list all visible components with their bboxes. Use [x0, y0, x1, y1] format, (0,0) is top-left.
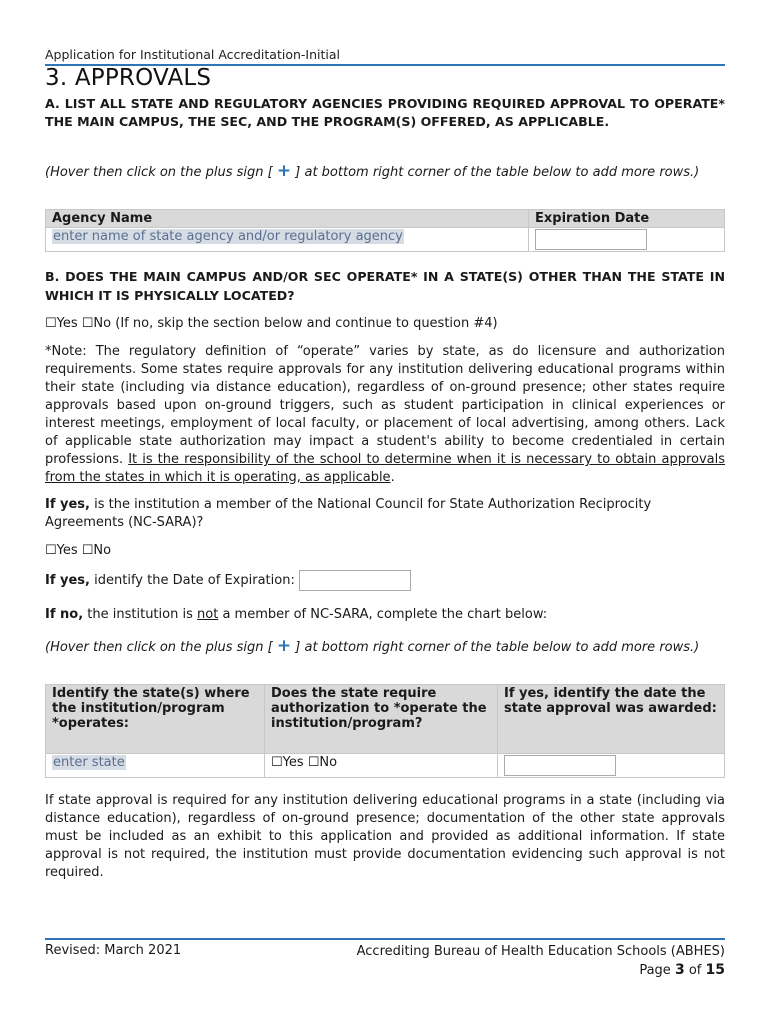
auth-yes-checkbox[interactable]: ☐Yes [271, 755, 304, 770]
approval-date-cell[interactable] [498, 754, 725, 778]
plus-icon: + [276, 636, 292, 656]
operate-note: *Note: The regulatory definition of “operate” varies by state, as do licensure and authorization requirements. Some states require approvals for any institution delivering educational programs within their state (including via distance education), regardless of on-ground presence; other states require approvals based upon on-ground triggers, such as student participation in clinical experiences or interest meetings, employment of local faculty, or placement of local advertising, among others. Lack of applicable state authorization may impact a student's ability to become credentialed in certain professions. It is the responsibility of the school to determine when it is necessary to obtain approvals from the states in which it is operating, as applicable. [45, 344, 726, 485]
section-b-heading: B. DOES THE MAIN CAMPUS AND/OR SEC OPERATE* IN A STATE(S) OTHER THAN THE STATE IN WHICH IT IS PHYSICALLY LOCATED? [45, 269, 725, 303]
operate-no-checkbox[interactable]: ☐No [81, 316, 112, 331]
expiration-date-cell[interactable] [529, 228, 725, 252]
approval-date-col-header: If yes, identify the date the state approval was awarded: [498, 685, 725, 754]
footer-org: Accrediting Bureau of Health Education Schools (ABHES) [356, 944, 725, 959]
footer-rule [45, 938, 725, 940]
operate-choice-line: ☐Yes ☐No (If no, skip the section below and continue to question #4) [45, 316, 498, 331]
page-number: Page 3 of 15 [639, 962, 725, 978]
agency-table [45, 209, 725, 252]
nc-sara-question: If yes, is the institution a member of the National Council for State Authorization Reciprocity Agreements (NC-SARA)? [45, 497, 652, 530]
section-title: 3. APPROVALS [45, 65, 212, 91]
add-rows-hint: (Hover then click on the plus sign [ + ] at bottom right corner of the table below to add more rows.) [45, 161, 700, 181]
expiration-date-header: Expiration Date [529, 210, 725, 228]
state-input[interactable]: enter state [53, 755, 125, 770]
operate-yes-checkbox[interactable]: ☐Yes [45, 316, 78, 331]
agency-name-input[interactable]: enter name of state agency and/or regulatory agency [53, 229, 403, 244]
state-cell[interactable] [46, 754, 265, 778]
expiration-date-field[interactable] [535, 229, 647, 250]
expiration-line: If yes, identify the Date of Expiration: [45, 570, 725, 591]
approval-date-field[interactable] [504, 755, 616, 776]
revised-date: Revised: March 2021 [45, 943, 182, 958]
agency-name-header: Agency Name [46, 210, 529, 228]
plus-icon: + [276, 161, 292, 181]
agency-name-cell[interactable] [46, 228, 529, 252]
states-col-header: Identify the state(s) where the institution/program *operates: [46, 685, 265, 754]
closing-paragraph: If state approval is required for any institution delivering educational programs in a state (including via distance education), regardless of on-ground presence; documentation of the other state approvals must be included as an exhibit to this application and provided as additional information. If state approval is not required, the institution must provide documentation evidencing such approval is not required. [45, 793, 725, 880]
sara-no-checkbox[interactable]: ☐No [81, 543, 112, 558]
sara-expiration-field[interactable] [299, 570, 411, 591]
document-header: Application for Institutional Accreditation-Initial [45, 47, 340, 62]
section-a-heading: A. LIST ALL STATE AND REGULATORY AGENCIES PROVIDING REQUIRED APPROVAL TO OPERATE* THE MAIN CAMPUS, THE SEC, AND THE PROGRAM(S) OFFERED, AS APPLICABLE. [45, 96, 725, 129]
authorization-col-header: Does the state require authorization to *operate the institution/program? [265, 685, 498, 754]
sara-yes-checkbox[interactable]: ☐Yes [45, 543, 78, 558]
document-page [45, 0, 725, 1024]
add-rows-hint-2: (Hover then click on the plus sign [ + ] at bottom right corner of the table below to add more rows.) [45, 636, 700, 656]
authorization-cell [265, 754, 498, 778]
footer-right [357, 943, 725, 980]
if-no-line: If no, the institution is not a member of NC-SARA, complete the chart below: [45, 607, 548, 622]
states-table [45, 684, 725, 778]
auth-no-checkbox[interactable]: ☐No [307, 755, 338, 770]
nc-sara-choice-line [45, 542, 725, 560]
